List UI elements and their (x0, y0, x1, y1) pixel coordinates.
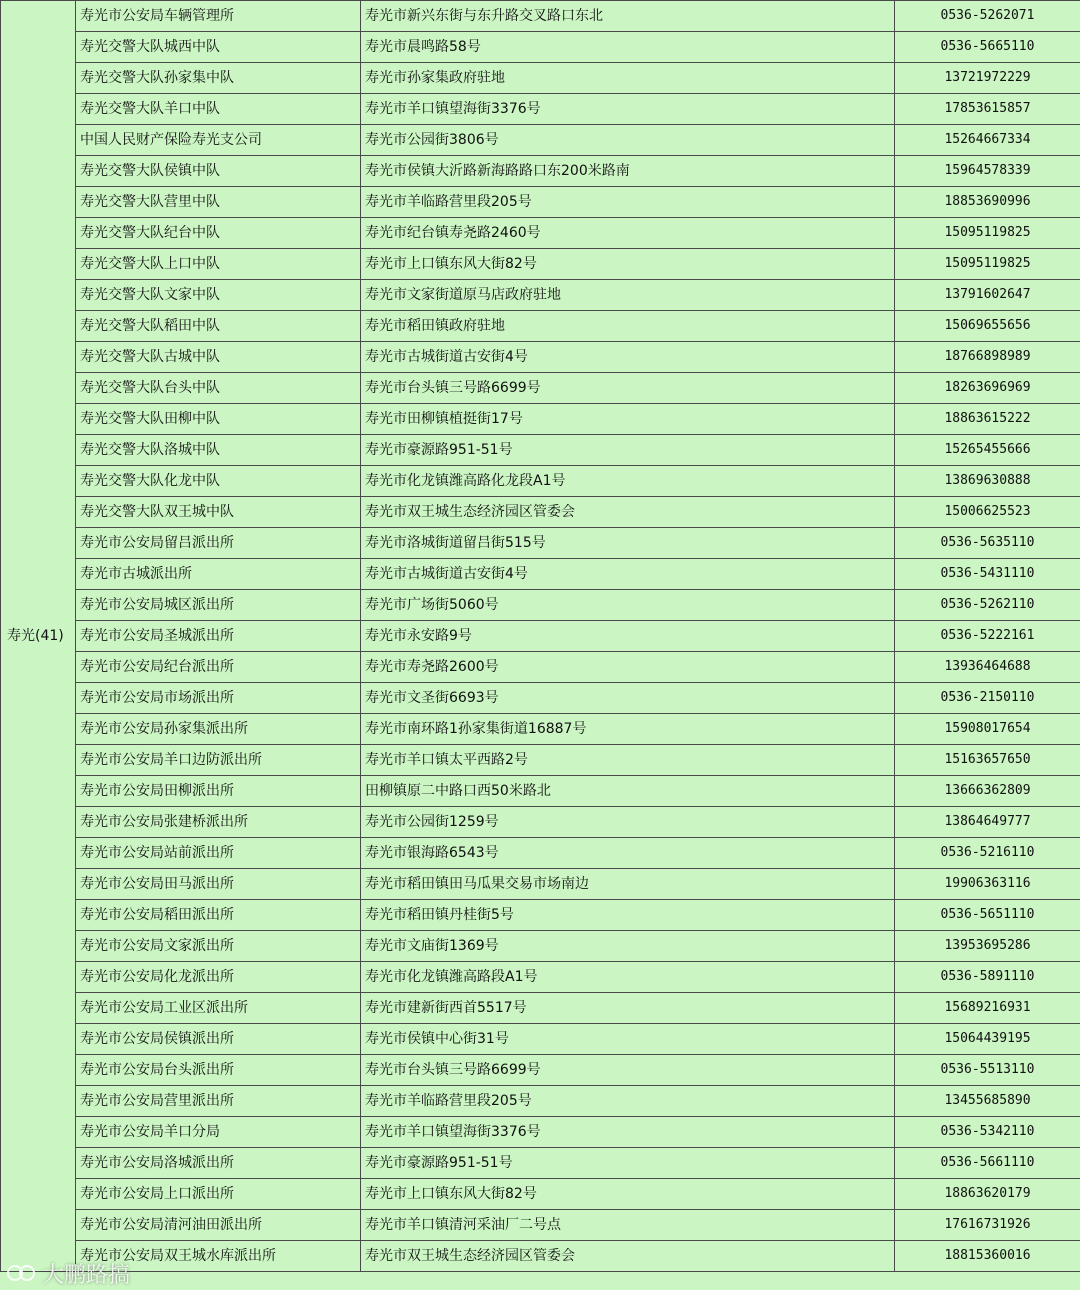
phone-cell[interactable]: 15006625523 (895, 497, 1080, 528)
unit-name-cell[interactable]: 寿光交警大队纪台中队 (76, 218, 361, 249)
table-row (1, 404, 1080, 435)
phone-cell[interactable]: 13953695286 (895, 931, 1080, 962)
table-row (1, 373, 1080, 404)
watermark-logo-icon (6, 1260, 36, 1286)
table-row (1, 1148, 1080, 1179)
phone-cell[interactable]: 19906363116 (895, 869, 1080, 900)
phone-cell[interactable]: 0536-5431110 (895, 559, 1080, 590)
table-row (1, 1179, 1080, 1210)
address-cell[interactable]: 寿光市古城街道古安街4号 (361, 559, 895, 590)
table-row (1, 63, 1080, 94)
phone-cell[interactable]: 0536-5222161 (895, 621, 1080, 652)
table-row (1, 125, 1080, 156)
table-row (1, 1024, 1080, 1055)
phone-cell[interactable]: 13455685890 (895, 1086, 1080, 1117)
unit-name-cell[interactable]: 寿光市公安局台头派出所 (76, 1055, 361, 1086)
unit-name-cell[interactable]: 寿光市公安局营里派出所 (76, 1086, 361, 1117)
table-row (1, 311, 1080, 342)
unit-name-cell[interactable]: 寿光市公安局田马派出所 (76, 869, 361, 900)
address-cell[interactable]: 寿光市双王城生态经济园区管委会 (361, 1241, 895, 1272)
unit-name-cell[interactable]: 寿光市古城派出所 (76, 559, 361, 590)
phone-cell[interactable]: 17853615857 (895, 94, 1080, 125)
table-row (1, 1210, 1080, 1241)
address-cell[interactable]: 寿光市羊口镇望海街3376号 (361, 94, 895, 125)
watermark (6, 1258, 130, 1288)
address-cell[interactable]: 寿光市台头镇三号路6699号 (361, 1055, 895, 1086)
phone-cell[interactable]: 0536-5651110 (895, 900, 1080, 931)
unit-name-cell[interactable]: 寿光市公安局站前派出所 (76, 838, 361, 869)
address-cell[interactable]: 寿光市孙家集政府驻地 (361, 63, 895, 94)
phone-cell[interactable]: 0536-5262071 (895, 1, 1080, 32)
unit-name-cell[interactable]: 寿光市公安局文家派出所 (76, 931, 361, 962)
address-cell[interactable]: 寿光市侯镇大沂路新海路路口东200米路南 (361, 156, 895, 187)
unit-name-cell[interactable]: 寿光市公安局羊口边防派出所 (76, 745, 361, 776)
address-cell[interactable]: 寿光市纪台镇寿尧路2460号 (361, 218, 895, 249)
address-cell[interactable]: 寿光市侯镇中心街31号 (361, 1024, 895, 1055)
table-row (1, 1055, 1080, 1086)
phone-cell[interactable]: 15069655656 (895, 311, 1080, 342)
address-cell[interactable]: 寿光市稻田镇田马瓜果交易市场南边 (361, 869, 895, 900)
table-row (1, 497, 1080, 528)
unit-name-cell[interactable]: 寿光市公安局清河油田派出所 (76, 1210, 361, 1241)
phone-cell[interactable]: 15689216931 (895, 993, 1080, 1024)
phone-cell[interactable]: 0536-5342110 (895, 1117, 1080, 1148)
unit-name-cell[interactable]: 寿光市公安局化龙派出所 (76, 962, 361, 993)
table-row (1, 962, 1080, 993)
address-cell[interactable]: 寿光市稻田镇丹桂街5号 (361, 900, 895, 931)
phone-cell[interactable]: 18263696969 (895, 373, 1080, 404)
unit-name-cell[interactable]: 寿光市公安局上口派出所 (76, 1179, 361, 1210)
address-cell[interactable]: 寿光市化龙镇潍高路段A1号 (361, 962, 895, 993)
unit-name-cell[interactable]: 寿光市公安局稻田派出所 (76, 900, 361, 931)
unit-name-cell[interactable]: 寿光交警大队孙家集中队 (76, 63, 361, 94)
table-row (1, 249, 1080, 280)
phone-cell[interactable]: 0536-5635110 (895, 528, 1080, 559)
address-cell[interactable]: 寿光市永安路9号 (361, 621, 895, 652)
address-cell[interactable]: 寿光市文圣街6693号 (361, 683, 895, 714)
address-cell[interactable]: 寿光市古城街道古安街4号 (361, 342, 895, 373)
address-cell[interactable]: 寿光市羊口镇望海街3376号 (361, 1117, 895, 1148)
address-cell[interactable]: 寿光市建新街西首5517号 (361, 993, 895, 1024)
unit-name-cell[interactable]: 寿光交警大队上口中队 (76, 249, 361, 280)
unit-name-cell[interactable]: 寿光市公安局城区派出所 (76, 590, 361, 621)
address-cell[interactable]: 寿光市公园街1259号 (361, 807, 895, 838)
unit-name-cell[interactable]: 寿光市公安局洛城派出所 (76, 1148, 361, 1179)
address-cell[interactable]: 寿光市晨鸣路58号 (361, 32, 895, 63)
unit-name-cell[interactable]: 寿光市公安局留吕派出所 (76, 528, 361, 559)
address-cell[interactable]: 寿光市寿尧路2600号 (361, 652, 895, 683)
unit-name-cell[interactable]: 寿光市公安局田柳派出所 (76, 776, 361, 807)
phone-cell[interactable]: 13869630888 (895, 466, 1080, 497)
phone-cell[interactable]: 0536-5891110 (895, 962, 1080, 993)
unit-name-cell[interactable]: 中国人民财产保险寿光支公司 (76, 125, 361, 156)
unit-name-cell[interactable]: 寿光市公安局圣城派出所 (76, 621, 361, 652)
phone-cell[interactable]: 15095119825 (895, 218, 1080, 249)
unit-name-cell[interactable]: 寿光市公安局张建桥派出所 (76, 807, 361, 838)
table-row (1, 807, 1080, 838)
unit-name-cell[interactable]: 寿光交警大队营里中队 (76, 187, 361, 218)
phone-cell[interactable]: 18863615222 (895, 404, 1080, 435)
table-row (1, 156, 1080, 187)
address-cell[interactable]: 寿光市新兴东街与东升路交叉路口东北 (361, 1, 895, 32)
address-cell[interactable]: 寿光市稻田镇政府驻地 (361, 311, 895, 342)
table-row (1, 776, 1080, 807)
unit-name-cell[interactable]: 寿光交警大队化龙中队 (76, 466, 361, 497)
table-row (1, 218, 1080, 249)
table-row (1, 342, 1080, 373)
unit-name-cell[interactable]: 寿光市公安局双王城水库派出所 (76, 1241, 361, 1272)
unit-name-cell[interactable]: 寿光市公安局市场派出所 (76, 683, 361, 714)
address-cell[interactable]: 寿光市双王城生态经济园区管委会 (361, 497, 895, 528)
address-cell[interactable]: 寿光市田柳镇植挺街17号 (361, 404, 895, 435)
phone-cell[interactable]: 13864649777 (895, 807, 1080, 838)
table-row (1, 1117, 1080, 1148)
unit-name-cell[interactable]: 寿光交警大队羊口中队 (76, 94, 361, 125)
address-cell[interactable]: 寿光市羊临路营里段205号 (361, 187, 895, 218)
unit-name-cell[interactable]: 寿光交警大队洛城中队 (76, 435, 361, 466)
unit-name-cell[interactable]: 寿光市公安局羊口分局 (76, 1117, 361, 1148)
phone-cell[interactable]: 18766898989 (895, 342, 1080, 373)
phone-cell[interactable]: 15908017654 (895, 714, 1080, 745)
address-cell[interactable]: 寿光市豪源路951-51号 (361, 435, 895, 466)
region-cell[interactable]: 寿光(41) (1, 1, 76, 1272)
table-row (1, 435, 1080, 466)
phone-cell[interactable]: 0536-5216110 (895, 838, 1080, 869)
phone-cell[interactable]: 15163657650 (895, 745, 1080, 776)
phone-cell[interactable]: 13936464688 (895, 652, 1080, 683)
address-cell[interactable]: 寿光市化龙镇潍高路化龙段A1号 (361, 466, 895, 497)
table-row (1, 466, 1080, 497)
address-cell[interactable]: 寿光市公园街3806号 (361, 125, 895, 156)
table-row (1, 621, 1080, 652)
phone-cell[interactable]: 0536-5665110 (895, 32, 1080, 63)
phone-cell[interactable]: 15264667334 (895, 125, 1080, 156)
address-cell[interactable]: 寿光市上口镇东风大街82号 (361, 1179, 895, 1210)
address-cell[interactable]: 寿光市羊口镇清河采油厂二号点 (361, 1210, 895, 1241)
table-row (1, 900, 1080, 931)
table-row (1, 745, 1080, 776)
phone-cell[interactable]: 15064439195 (895, 1024, 1080, 1055)
address-cell[interactable]: 寿光市文庙街1369号 (361, 931, 895, 962)
table-row (1, 838, 1080, 869)
phone-cell[interactable]: 17616731926 (895, 1210, 1080, 1241)
table-row (1, 187, 1080, 218)
unit-name-cell[interactable]: 寿光市公安局纪台派出所 (76, 652, 361, 683)
table-row (1, 32, 1080, 63)
table-row (1, 590, 1080, 621)
unit-name-cell[interactable]: 寿光市公安局侯镇派出所 (76, 1024, 361, 1055)
address-cell[interactable]: 寿光市羊口镇太平西路2号 (361, 745, 895, 776)
unit-name-cell[interactable]: 寿光交警大队城西中队 (76, 32, 361, 63)
unit-name-cell[interactable]: 寿光交警大队田柳中队 (76, 404, 361, 435)
phone-cell[interactable]: 13791602647 (895, 280, 1080, 311)
unit-name-cell[interactable]: 寿光交警大队文家中队 (76, 280, 361, 311)
table-row (1, 931, 1080, 962)
table-row (1, 993, 1080, 1024)
watermark-text: 大鹏路搞 (42, 1262, 131, 1288)
phone-cell[interactable]: 13721972229 (895, 63, 1080, 94)
table-row (1, 652, 1080, 683)
table-row (1, 869, 1080, 900)
address-cell[interactable]: 寿光市上口镇东风大街82号 (361, 249, 895, 280)
unit-name-cell[interactable]: 寿光交警大队双王城中队 (76, 497, 361, 528)
table-row (1, 1, 1080, 32)
address-cell[interactable]: 寿光市南环路1孙家集街道16887号 (361, 714, 895, 745)
phone-cell[interactable]: 18815360016 (895, 1241, 1080, 1272)
address-cell[interactable]: 寿光市台头镇三号路6699号 (361, 373, 895, 404)
address-cell[interactable]: 寿光市洛城街道留吕街515号 (361, 528, 895, 559)
unit-name-cell[interactable]: 寿光市公安局工业区派出所 (76, 993, 361, 1024)
phone-cell[interactable]: 18863620179 (895, 1179, 1080, 1210)
phone-cell[interactable]: 15964578339 (895, 156, 1080, 187)
table-row (1, 1241, 1080, 1272)
phone-cell[interactable]: 0536-2150110 (895, 683, 1080, 714)
table-row (1, 714, 1080, 745)
phone-cell[interactable]: 15265455666 (895, 435, 1080, 466)
unit-name-cell[interactable]: 寿光市公安局车辆管理所 (76, 1, 361, 32)
address-cell[interactable]: 寿光市豪源路951-51号 (361, 1148, 895, 1179)
address-cell[interactable]: 寿光市羊临路营里段205号 (361, 1086, 895, 1117)
unit-name-cell[interactable]: 寿光交警大队台头中队 (76, 373, 361, 404)
unit-name-cell[interactable]: 寿光交警大队稻田中队 (76, 311, 361, 342)
address-cell[interactable]: 寿光市文家街道原马店政府驻地 (361, 280, 895, 311)
contact-table-body (1, 1, 1080, 1272)
address-cell[interactable]: 寿光市广场街5060号 (361, 590, 895, 621)
address-cell[interactable]: 田柳镇原二中路口西50米路北 (361, 776, 895, 807)
phone-cell[interactable]: 18853690996 (895, 187, 1080, 218)
unit-name-cell[interactable]: 寿光市公安局孙家集派出所 (76, 714, 361, 745)
table-row (1, 559, 1080, 590)
phone-cell[interactable]: 0536-5661110 (895, 1148, 1080, 1179)
phone-cell[interactable]: 0536-5513110 (895, 1055, 1080, 1086)
table-row (1, 1086, 1080, 1117)
table-row (1, 94, 1080, 125)
unit-name-cell[interactable]: 寿光交警大队古城中队 (76, 342, 361, 373)
table-row (1, 280, 1080, 311)
phone-cell[interactable]: 15095119825 (895, 249, 1080, 280)
unit-name-cell[interactable]: 寿光交警大队侯镇中队 (76, 156, 361, 187)
phone-cell[interactable]: 13666362809 (895, 776, 1080, 807)
address-cell[interactable]: 寿光市银海路6543号 (361, 838, 895, 869)
phone-cell[interactable]: 0536-5262110 (895, 590, 1080, 621)
table-row (1, 528, 1080, 559)
table-row (1, 683, 1080, 714)
